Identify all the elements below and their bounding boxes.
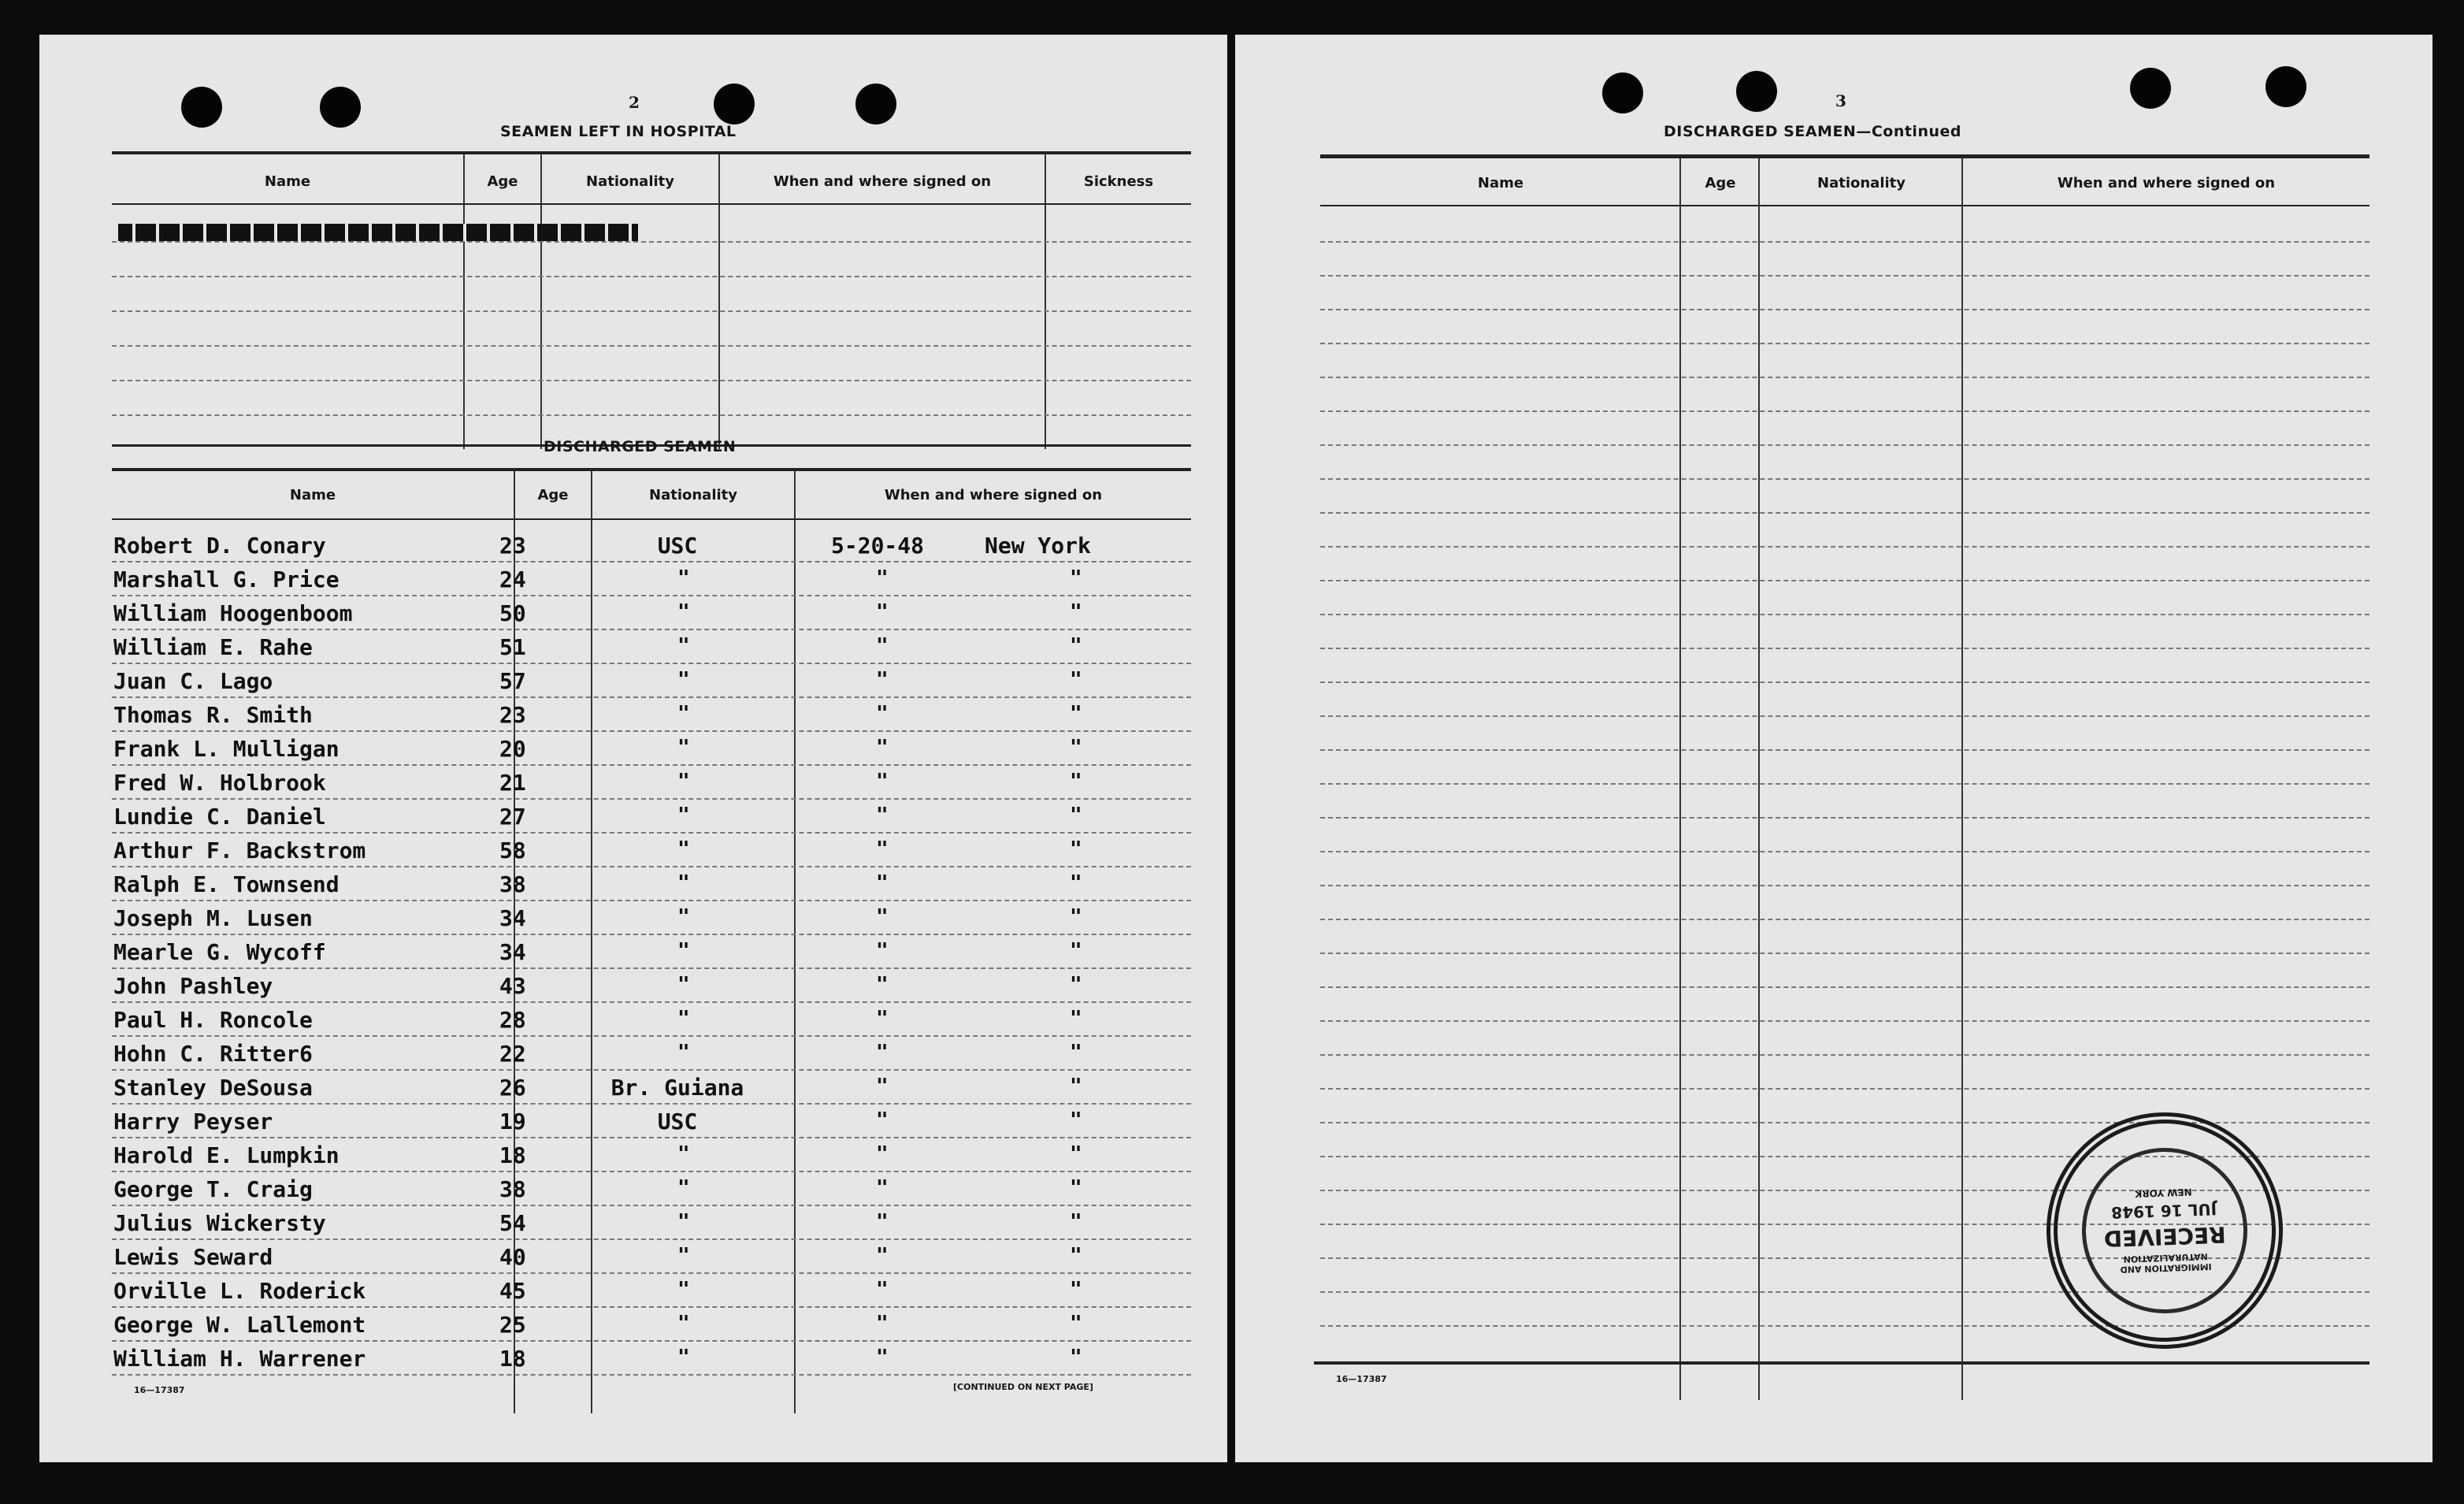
stamp-top-text: IMMIGRATION AND NATURALIZATION bbox=[2120, 1251, 2212, 1276]
table-row bbox=[39, 1173, 1227, 1205]
seaman-age: 26 bbox=[499, 1075, 526, 1101]
signed-on-date: " bbox=[876, 1075, 889, 1098]
signed-on-place: " bbox=[1070, 1210, 1082, 1234]
stamp-bottom-text: NEW YORK bbox=[2134, 1186, 2192, 1200]
received-stamp bbox=[2043, 1109, 2287, 1353]
row-line bbox=[1320, 1054, 2369, 1056]
table-row bbox=[39, 699, 1227, 730]
hospital-row-line bbox=[112, 345, 1191, 347]
row-line bbox=[112, 1272, 1191, 1274]
row-line bbox=[112, 561, 1191, 563]
row-line bbox=[112, 1069, 1191, 1071]
hospital-header-rule bbox=[112, 203, 1191, 205]
signed-on-date: " bbox=[876, 1109, 889, 1132]
hospital-row-line bbox=[112, 380, 1191, 381]
signed-on-date: " bbox=[876, 1244, 889, 1268]
hospital-row-line bbox=[112, 241, 1191, 243]
seaman-age: 38 bbox=[499, 871, 526, 897]
seaman-age: 34 bbox=[499, 939, 526, 965]
seaman-age: 18 bbox=[499, 1346, 526, 1372]
row-line bbox=[1320, 1020, 2369, 1022]
continued-note: [CONTINUED ON NEXT PAGE] bbox=[953, 1382, 1093, 1392]
seaman-name: George W. Lallemont bbox=[113, 1312, 366, 1338]
table-row bbox=[39, 970, 1227, 1001]
seaman-nationality: " bbox=[677, 905, 690, 929]
seaman-age: 57 bbox=[499, 668, 526, 694]
table-row bbox=[39, 733, 1227, 764]
hospital-header-sickness: Sickness bbox=[1083, 173, 1154, 190]
seaman-nationality: " bbox=[677, 566, 690, 590]
seaman-nationality: " bbox=[677, 600, 690, 624]
table-row bbox=[39, 631, 1227, 663]
seaman-nationality: " bbox=[677, 1142, 690, 1166]
seaman-age: 45 bbox=[499, 1278, 526, 1304]
page-number: 2 bbox=[629, 93, 640, 112]
row-line bbox=[112, 629, 1191, 630]
signed-on-place: " bbox=[1070, 1109, 1082, 1132]
hospital-column-divider bbox=[463, 154, 465, 449]
table-row bbox=[39, 1038, 1227, 1069]
signed-on-place: " bbox=[1070, 1075, 1082, 1098]
right-header-name: Name bbox=[1477, 175, 1524, 191]
signed-on-date: " bbox=[876, 1041, 889, 1064]
seaman-nationality: " bbox=[677, 1346, 690, 1369]
right-top-rule bbox=[1320, 154, 2369, 158]
seaman-name: Mearle G. Wycoff bbox=[113, 939, 326, 965]
seaman-age: 21 bbox=[499, 770, 526, 796]
signed-on-date: " bbox=[876, 1346, 889, 1369]
signed-on-date: " bbox=[876, 566, 889, 590]
right-header-rule bbox=[1320, 205, 2369, 206]
signed-on-date: " bbox=[876, 736, 889, 759]
seaman-name: Juan C. Lago bbox=[113, 668, 273, 694]
seaman-name: Julius Wickersty bbox=[113, 1210, 326, 1236]
right-header-nationality: Nationality bbox=[1817, 175, 1906, 191]
seaman-name: Thomas R. Smith bbox=[113, 702, 313, 728]
right-header-age: Age bbox=[1705, 175, 1736, 191]
signed-on-date: " bbox=[876, 600, 889, 624]
hospital-header-signed-on: When and where signed on bbox=[773, 173, 992, 190]
seaman-name: Harry Peyser bbox=[113, 1109, 273, 1134]
form-number: 16—17387 bbox=[1336, 1374, 1387, 1384]
signed-on-place: " bbox=[1070, 905, 1082, 929]
row-line bbox=[1320, 546, 2369, 548]
signed-on-place: " bbox=[1070, 736, 1082, 759]
hospital-header-name: Name bbox=[264, 173, 311, 190]
seaman-nationality: USC bbox=[657, 1109, 698, 1134]
stamp-date: JUL 16 1948 bbox=[2110, 1200, 2217, 1223]
hospital-row-line bbox=[112, 414, 1191, 416]
seaman-name: William Hoogenboom bbox=[113, 600, 353, 626]
signed-on-place: " bbox=[1070, 1176, 1082, 1200]
seaman-name: George T. Craig bbox=[113, 1176, 313, 1202]
continued-section-title: DISCHARGED SEAMEN—Continued bbox=[1664, 123, 1961, 140]
row-line bbox=[112, 696, 1191, 698]
seaman-age: 51 bbox=[499, 634, 526, 660]
seaman-name: Lewis Seward bbox=[113, 1244, 273, 1270]
seaman-nationality: " bbox=[677, 702, 690, 726]
seaman-name: Robert D. Conary bbox=[113, 533, 326, 559]
signed-on-date: " bbox=[876, 1142, 889, 1166]
punch-hole-icon bbox=[1602, 72, 1643, 113]
row-line bbox=[112, 866, 1191, 867]
table-row bbox=[39, 936, 1227, 967]
row-line bbox=[112, 1103, 1191, 1105]
signed-on-place: " bbox=[1070, 1142, 1082, 1166]
seaman-nationality: " bbox=[677, 871, 690, 895]
signed-on-date: " bbox=[876, 1312, 889, 1335]
signed-on-place: " bbox=[1070, 566, 1082, 590]
punch-hole-icon bbox=[181, 87, 222, 128]
seaman-nationality: " bbox=[677, 1007, 690, 1031]
table-row bbox=[39, 529, 1227, 561]
row-line bbox=[112, 1306, 1191, 1308]
row-line bbox=[1320, 749, 2369, 751]
row-line bbox=[112, 934, 1191, 935]
row-line bbox=[1320, 614, 2369, 615]
seaman-age: 25 bbox=[499, 1312, 526, 1338]
hospital-column-divider bbox=[718, 154, 720, 449]
signed-on-date: " bbox=[876, 804, 889, 827]
row-line bbox=[1320, 953, 2369, 954]
table-row bbox=[39, 1241, 1227, 1272]
hospital-section-title: SEAMEN LEFT IN HOSPITAL bbox=[500, 123, 737, 140]
signed-on-date: " bbox=[876, 939, 889, 963]
signed-on-date: " bbox=[876, 634, 889, 658]
right-column-divider bbox=[1758, 158, 1760, 1400]
signed-on-date: 5-20-48 bbox=[831, 533, 925, 559]
row-line bbox=[112, 1340, 1191, 1342]
table-row bbox=[39, 1207, 1227, 1238]
seaman-name: Orville L. Roderick bbox=[113, 1278, 366, 1304]
table-row bbox=[39, 1139, 1227, 1171]
table-row bbox=[39, 834, 1227, 866]
row-line bbox=[1320, 783, 2369, 785]
seaman-age: 24 bbox=[499, 566, 526, 592]
left-page bbox=[39, 35, 1227, 1462]
discharged-top-rule bbox=[112, 468, 1191, 471]
row-line bbox=[1320, 444, 2369, 446]
row-line bbox=[112, 1137, 1191, 1138]
punch-hole-icon bbox=[2265, 66, 2306, 107]
row-line bbox=[112, 1001, 1191, 1003]
table-row bbox=[39, 767, 1227, 798]
signed-on-date: " bbox=[876, 871, 889, 895]
seaman-age: 58 bbox=[499, 837, 526, 863]
row-line bbox=[1320, 478, 2369, 480]
row-line bbox=[1320, 986, 2369, 988]
signed-on-place: New York bbox=[985, 533, 1091, 559]
row-line bbox=[1320, 885, 2369, 886]
signed-on-place: " bbox=[1070, 1041, 1082, 1064]
row-line bbox=[1320, 309, 2369, 310]
hospital-top-rule bbox=[112, 151, 1191, 154]
row-line bbox=[1320, 241, 2369, 243]
discharged-header-age: Age bbox=[537, 487, 569, 503]
seaman-age: 20 bbox=[499, 736, 526, 762]
form-number: 16—17387 bbox=[134, 1385, 185, 1395]
signed-on-place: " bbox=[1070, 1278, 1082, 1302]
row-line bbox=[1320, 410, 2369, 412]
seaman-name: Marshall G. Price bbox=[113, 566, 340, 592]
seaman-age: 22 bbox=[499, 1041, 526, 1067]
signed-on-place: " bbox=[1070, 1244, 1082, 1268]
signed-on-date: " bbox=[876, 1007, 889, 1031]
row-line bbox=[1320, 512, 2369, 514]
seaman-name: Joseph M. Lusen bbox=[113, 905, 313, 931]
row-line bbox=[112, 1205, 1191, 1206]
signed-on-place: " bbox=[1070, 871, 1082, 895]
row-line bbox=[112, 1171, 1191, 1172]
punch-hole-icon bbox=[2130, 68, 2171, 109]
row-line bbox=[112, 1374, 1191, 1376]
table-row bbox=[39, 1275, 1227, 1306]
seaman-nationality: Br. Guiana bbox=[610, 1075, 744, 1101]
row-line bbox=[1320, 715, 2369, 717]
seaman-nationality: " bbox=[677, 1041, 690, 1064]
discharged-header-rule bbox=[112, 518, 1191, 520]
signed-on-date: " bbox=[876, 973, 889, 997]
seaman-nationality: " bbox=[677, 668, 690, 692]
table-row bbox=[39, 597, 1227, 629]
row-line bbox=[112, 764, 1191, 766]
seaman-age: 23 bbox=[499, 533, 526, 559]
discharged-header-nationality: Nationality bbox=[649, 487, 737, 503]
row-line bbox=[1320, 580, 2369, 581]
table-row bbox=[39, 868, 1227, 900]
signed-on-place: " bbox=[1070, 702, 1082, 726]
row-line bbox=[1320, 343, 2369, 344]
table-row bbox=[39, 1105, 1227, 1137]
seaman-nationality: " bbox=[677, 736, 690, 759]
signed-on-date: " bbox=[876, 1176, 889, 1200]
seaman-nationality: " bbox=[677, 837, 690, 861]
seaman-name: Hohn C. Ritter6 bbox=[113, 1041, 313, 1067]
right-header-signed-on: When and where signed on bbox=[2057, 175, 2276, 191]
seaman-age: 18 bbox=[499, 1142, 526, 1168]
seaman-name: John Pashley bbox=[113, 973, 273, 999]
row-line bbox=[1320, 275, 2369, 277]
row-line bbox=[1320, 681, 2369, 683]
seaman-nationality: " bbox=[677, 770, 690, 793]
signed-on-date: " bbox=[876, 702, 889, 726]
seaman-age: 43 bbox=[499, 973, 526, 999]
seaman-nationality: " bbox=[677, 1312, 690, 1335]
signed-on-place: " bbox=[1070, 634, 1082, 658]
seaman-name: Fred W. Holbrook bbox=[113, 770, 326, 796]
seaman-age: 19 bbox=[499, 1109, 526, 1134]
punch-hole-icon bbox=[714, 84, 755, 124]
signed-on-place: " bbox=[1070, 1312, 1082, 1335]
right-page bbox=[1235, 35, 2432, 1462]
row-line bbox=[1320, 851, 2369, 852]
signed-on-place: " bbox=[1070, 600, 1082, 624]
punch-hole-icon bbox=[855, 84, 896, 124]
page-number: 3 bbox=[1835, 91, 1846, 110]
signed-on-place: " bbox=[1070, 973, 1082, 997]
seaman-age: 28 bbox=[499, 1007, 526, 1033]
signed-on-place: " bbox=[1070, 1346, 1082, 1369]
hospital-column-divider bbox=[1045, 154, 1046, 449]
hospital-header-nationality: Nationality bbox=[586, 173, 674, 190]
seaman-age: 40 bbox=[499, 1244, 526, 1270]
seaman-name: William E. Rahe bbox=[113, 634, 313, 660]
signed-on-date: " bbox=[876, 668, 889, 692]
seaman-nationality: USC bbox=[657, 533, 698, 559]
hospital-header-age: Age bbox=[487, 173, 518, 190]
hospital-row-line bbox=[112, 310, 1191, 312]
redaction-bar bbox=[118, 224, 638, 241]
seaman-nationality: " bbox=[677, 939, 690, 963]
row-line bbox=[112, 595, 1191, 596]
seaman-name: Frank L. Mulligan bbox=[113, 736, 340, 762]
seaman-name: William H. Warrener bbox=[113, 1346, 366, 1372]
seaman-nationality: " bbox=[677, 804, 690, 827]
hospital-column-divider bbox=[540, 154, 542, 449]
signed-on-place: " bbox=[1070, 804, 1082, 827]
signed-on-date: " bbox=[876, 837, 889, 861]
table-row bbox=[39, 800, 1227, 832]
table-row bbox=[39, 1342, 1227, 1374]
table-row bbox=[39, 665, 1227, 696]
seaman-age: 23 bbox=[499, 702, 526, 728]
seaman-name: Ralph E. Townsend bbox=[113, 871, 340, 897]
seaman-nationality: " bbox=[677, 634, 690, 658]
discharged-header-signed-on: When and where signed on bbox=[884, 487, 1103, 503]
punch-hole-icon bbox=[1736, 71, 1777, 112]
discharged-section-title: DISCHARGED SEAMEN bbox=[544, 438, 737, 455]
seaman-name: Arthur F. Backstrom bbox=[113, 837, 366, 863]
row-line bbox=[1320, 648, 2369, 649]
signed-on-place: " bbox=[1070, 668, 1082, 692]
table-row bbox=[39, 902, 1227, 934]
right-column-divider bbox=[1961, 158, 1963, 1400]
seaman-name: Paul H. Roncole bbox=[113, 1007, 313, 1033]
row-line bbox=[112, 798, 1191, 800]
row-line bbox=[112, 1035, 1191, 1037]
row-line bbox=[112, 832, 1191, 834]
table-row bbox=[39, 563, 1227, 595]
seaman-age: 54 bbox=[499, 1210, 526, 1236]
row-line bbox=[1320, 1088, 2369, 1090]
signed-on-date: " bbox=[876, 905, 889, 929]
seaman-nationality: " bbox=[677, 1176, 690, 1200]
table-row bbox=[39, 1071, 1227, 1103]
row-line bbox=[112, 1238, 1191, 1240]
seaman-name: Harold E. Lumpkin bbox=[113, 1142, 340, 1168]
stamp-middle-text: RECEIVED bbox=[2103, 1221, 2227, 1253]
seaman-age: 34 bbox=[499, 905, 526, 931]
row-line bbox=[112, 730, 1191, 732]
right-bottom-rule bbox=[1314, 1361, 2369, 1365]
signed-on-place: " bbox=[1070, 837, 1082, 861]
table-row bbox=[39, 1004, 1227, 1035]
seaman-nationality: " bbox=[677, 1244, 690, 1268]
seaman-nationality: " bbox=[677, 1278, 690, 1302]
punch-hole-icon bbox=[320, 87, 361, 128]
row-line bbox=[1320, 919, 2369, 920]
row-line bbox=[112, 900, 1191, 901]
signed-on-place: " bbox=[1070, 1007, 1082, 1031]
signed-on-date: " bbox=[876, 770, 889, 793]
row-line bbox=[1320, 817, 2369, 819]
seaman-age: 50 bbox=[499, 600, 526, 626]
hospital-row-line bbox=[112, 276, 1191, 277]
discharged-header-name: Name bbox=[289, 487, 336, 503]
seaman-name: Lundie C. Daniel bbox=[113, 804, 326, 830]
seaman-nationality: " bbox=[677, 1210, 690, 1234]
seaman-age: 38 bbox=[499, 1176, 526, 1202]
table-row bbox=[39, 1309, 1227, 1340]
signed-on-date: " bbox=[876, 1278, 889, 1302]
seaman-nationality: " bbox=[677, 973, 690, 997]
signed-on-place: " bbox=[1070, 939, 1082, 963]
seaman-name: Stanley DeSousa bbox=[113, 1075, 313, 1101]
right-column-divider bbox=[1679, 158, 1681, 1400]
signed-on-date: " bbox=[876, 1210, 889, 1234]
row-line bbox=[112, 663, 1191, 664]
seaman-age: 27 bbox=[499, 804, 526, 830]
row-line bbox=[1320, 377, 2369, 378]
row-line bbox=[112, 967, 1191, 969]
signed-on-place: " bbox=[1070, 770, 1082, 793]
